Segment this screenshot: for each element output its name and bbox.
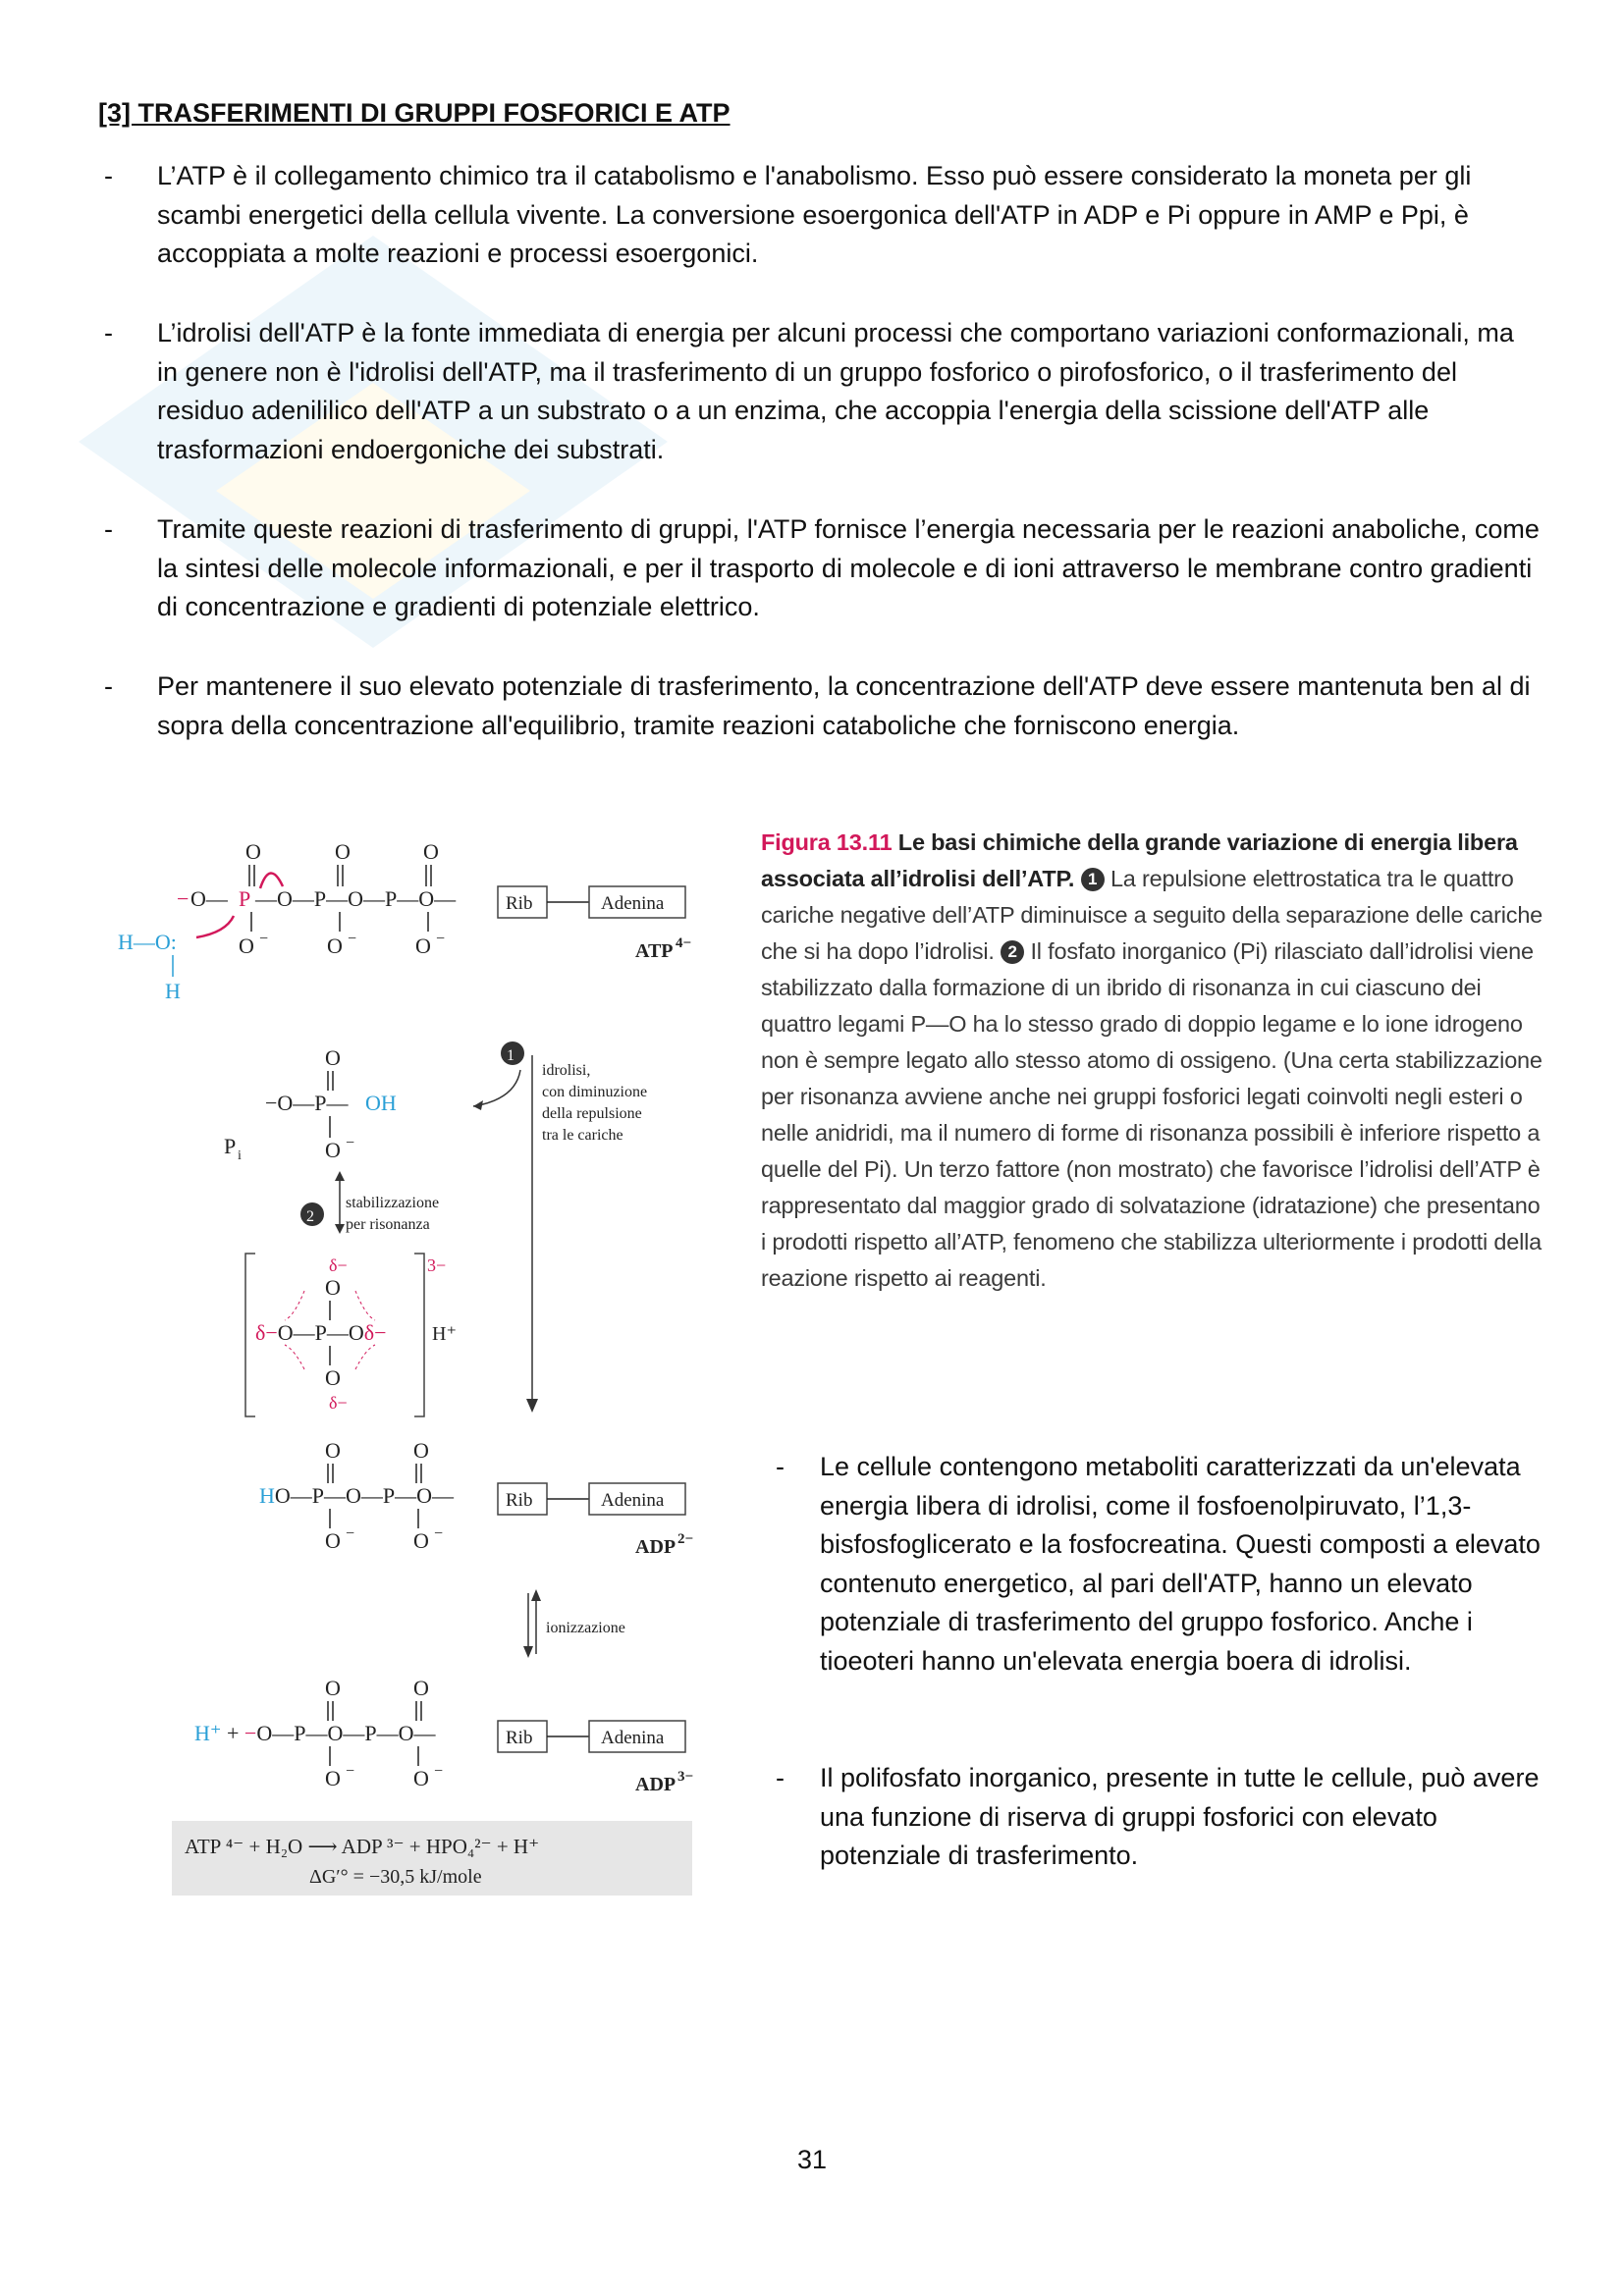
svg-text:per risonanza: per risonanza — [346, 1216, 430, 1233]
bullet-item: - L’ATP è il collegamento chimico tra il catabolismo e l'anabolismo. Esso può essere considerato la moneta per gli scambi energetici della cellula vivente. La conversione esoergonica dell'ATP in ADP e Pi oppure in AMP e Ppi, è accoppiata a molte reazioni e processi esoergonici. — [104, 161, 1472, 268]
svg-text:HO—P—O—P—O—: HO—P—O—P—O— — [259, 1483, 455, 1508]
svg-text:O: O — [413, 1528, 429, 1553]
bullet-item: - Per mantenere il suo elevato potenziale di trasferimento, la concentrazione dell'ATP deve essere mantenuta ben al di sopra della concentrazione all'equilibrio, tramite reazioni cataboliche che forniscono energia. — [104, 671, 1531, 740]
svg-text:idrolisi,: idrolisi, — [542, 1062, 591, 1079]
svg-text:OH: OH — [365, 1091, 397, 1115]
svg-text:−: − — [346, 1763, 355, 1780]
svg-text:O: O — [423, 839, 439, 864]
svg-text:Rib: Rib — [506, 893, 533, 914]
svg-text:δ−O—P—Oδ−: δ−O—P—Oδ− — [255, 1320, 387, 1345]
pi-structure — [224, 1045, 397, 1163]
svg-text:O: O — [335, 839, 351, 864]
atp-structure — [118, 839, 691, 1003]
svg-text:O: O — [327, 934, 343, 958]
svg-text:O: O — [413, 1438, 429, 1463]
figure-number: Figura 13.11 — [761, 829, 893, 855]
svg-text:O: O — [413, 1676, 429, 1700]
svg-text:O: O — [239, 934, 254, 958]
svg-text:Adenina: Adenina — [601, 1728, 665, 1748]
svg-text:O: O — [325, 1138, 341, 1162]
svg-text:O: O — [325, 1766, 341, 1790]
svg-text:stabilizzazione: stabilizzazione — [346, 1195, 440, 1211]
svg-text:H: H — [165, 979, 181, 1003]
svg-text:P: P — [224, 1134, 237, 1158]
svg-text:con diminuzione: con diminuzione — [542, 1084, 648, 1100]
svg-text:—O—P—O—P—O—: —O—P—O—P—O— — [255, 886, 457, 911]
svg-text:−: − — [177, 886, 189, 911]
svg-text:Rib: Rib — [506, 1728, 533, 1748]
svg-text:O—: O— — [190, 886, 228, 911]
svg-text:1: 1 — [507, 1047, 514, 1064]
bullet-item: - L’idrolisi dell'ATP è la fonte immediata di energia per alcuni processi che comportano variazioni conformazionali, ma in genere non è l'idrolisi dell'ATP, ma il trasferimento di un gruppo fosforico o pirofosforico, o il trasferimento del residuo adenililico dell'ATP a un substrato o a un enzima, che accoppia l'energia della scissione dell'ATP alle trasformazioni endoergoniche dei substrati. — [104, 318, 1514, 464]
figure-title: Le basi chimiche della grande variazione di energia libera associata all’idrolisi dell’ATP. — [761, 829, 1518, 891]
svg-text:Rib: Rib — [506, 1490, 533, 1511]
equation: ATP ⁴⁻ + H₂O ⟶ ADP ³⁻ + HPO₄²⁻ + H⁺ — [185, 1835, 540, 1858]
svg-text:O: O — [245, 839, 261, 864]
bullet-item: - Le cellule contengono metaboliti caratterizzati da un'elevata energia libera di idrolisi, come il fosfoenolpiruvato, l’1,3-bisfosfoglicerato e la fosfocreatina. Questi composti a elevato contenuto energetico, al pari dell'ATP, hanno un elevato potenziale di trasferimento del gruppo fosforico. Anche i tioeoteri hanno un'elevata energia boera di idrolisi. — [776, 1452, 1541, 1676]
svg-text:δ−: δ− — [329, 1393, 348, 1413]
svg-text:ionizzazione: ionizzazione — [546, 1620, 625, 1636]
resonance-hybrid — [245, 1254, 457, 1416]
svg-text:3−: 3− — [677, 1769, 694, 1785]
svg-text:O: O — [325, 1045, 341, 1070]
section-heading: [3] TRASFERIMENTI DI GRUPPI FOSFORICI E ATP — [98, 98, 731, 128]
svg-text:−: − — [346, 1135, 355, 1151]
svg-text:3−: 3− — [427, 1255, 447, 1275]
bullet-item: - Il polifosfato inorganico, presente in tutte le cellule, può avere una funzione di riserva di gruppi fosforici con elevato potenziale di trasferimento. — [776, 1763, 1540, 1870]
svg-text:O: O — [325, 1365, 341, 1390]
step-2-badge: 2 — [1001, 940, 1024, 964]
svg-text:ATP: ATP — [635, 940, 674, 962]
svg-text:H⁺ + −O—P—O—P—O—: H⁺ + −O—P—O—P—O— — [194, 1721, 436, 1745]
adp3-structure — [194, 1676, 693, 1795]
svg-text:della repulsione: della repulsione — [542, 1105, 642, 1122]
figure-caption — [761, 825, 1546, 1297]
caption-text-1: La repulsione elettrostatica tra le quattro cariche negative dell’ATP diminuisce a seguito della separazione delle cariche che si ha dopo l’idrolisi. — [761, 866, 1543, 964]
adp2-structure — [259, 1438, 693, 1558]
svg-text:H—O:: H—O: — [118, 930, 177, 954]
svg-text:Adenina: Adenina — [601, 893, 665, 914]
svg-text:−: − — [346, 1525, 355, 1542]
svg-text:O: O — [413, 1766, 429, 1790]
svg-text:ADP: ADP — [635, 1536, 677, 1558]
caption-text-2: Il fosfato inorganico (Pi) rilasciato dall’idrolisi viene stabilizzato dalla formazione di un ibrido di risonanza in cui ciascuno dei quattro legami P—O ha lo stesso grado di doppio legame e lo ione idrogeno non è sempre legato allo stesso atomo di ossigeno. (Una certa stabilizzazione per risonanza avviene anche nei gruppi fosforici legati coinvolti negli esteri o nelle anidridi, ma il numero di forme di risonanza possibili è inferiore rispetto a quelle del Pi). Un terzo fattore (non mostrato) che favorisce l’idrolisi dell’ATP è rappresentato dal maggior grado di solvatazione (idratazione) che presentano i prodotti rispetto all’ATP, fenomeno che stabilizza ulteriormente i prodotti della reazione rispetto ai reagenti. — [761, 938, 1543, 1291]
bullet-item: - Tramite queste reazioni di trasferimento di gruppi, l'ATP fornisce l’energia necessaria per le reazioni anaboliche, come la sintesi delle molecole informazionali, e per il trasporto di molecole e di ioni attraverso le membrane contro gradienti di concentrazione e gradienti di potenziale elettrico. — [104, 514, 1540, 621]
svg-text:P: P — [239, 886, 251, 911]
svg-text:−: − — [434, 1525, 444, 1542]
svg-text:tra le cariche: tra le cariche — [542, 1127, 623, 1144]
svg-text:O: O — [325, 1275, 341, 1300]
svg-text:−: − — [348, 931, 357, 947]
svg-text:ADP: ADP — [635, 1774, 677, 1795]
svg-text:−: − — [436, 931, 446, 947]
page-number: 31 — [796, 2145, 828, 2174]
svg-text:O: O — [325, 1676, 341, 1700]
svg-text:O: O — [325, 1438, 341, 1463]
svg-text:2−: 2− — [677, 1531, 694, 1547]
svg-text:2: 2 — [306, 1208, 314, 1225]
delta-g: ΔG′° = −30,5 kJ/mole — [309, 1866, 482, 1888]
svg-text:Adenina: Adenina — [601, 1490, 665, 1511]
svg-text:O: O — [415, 934, 431, 958]
svg-text:i: i — [238, 1148, 242, 1163]
svg-text:H⁺: H⁺ — [432, 1323, 457, 1345]
svg-text:4−: 4− — [676, 935, 692, 951]
svg-text:−O—P—: −O—P— — [265, 1091, 349, 1115]
svg-text:O: O — [325, 1528, 341, 1553]
atp-hydrolysis-diagram — [108, 829, 717, 1909]
step-1-badge: 1 — [1081, 868, 1105, 891]
svg-text:δ−: δ− — [329, 1255, 348, 1275]
svg-text:−: − — [259, 931, 269, 947]
svg-text:−: − — [434, 1763, 444, 1780]
